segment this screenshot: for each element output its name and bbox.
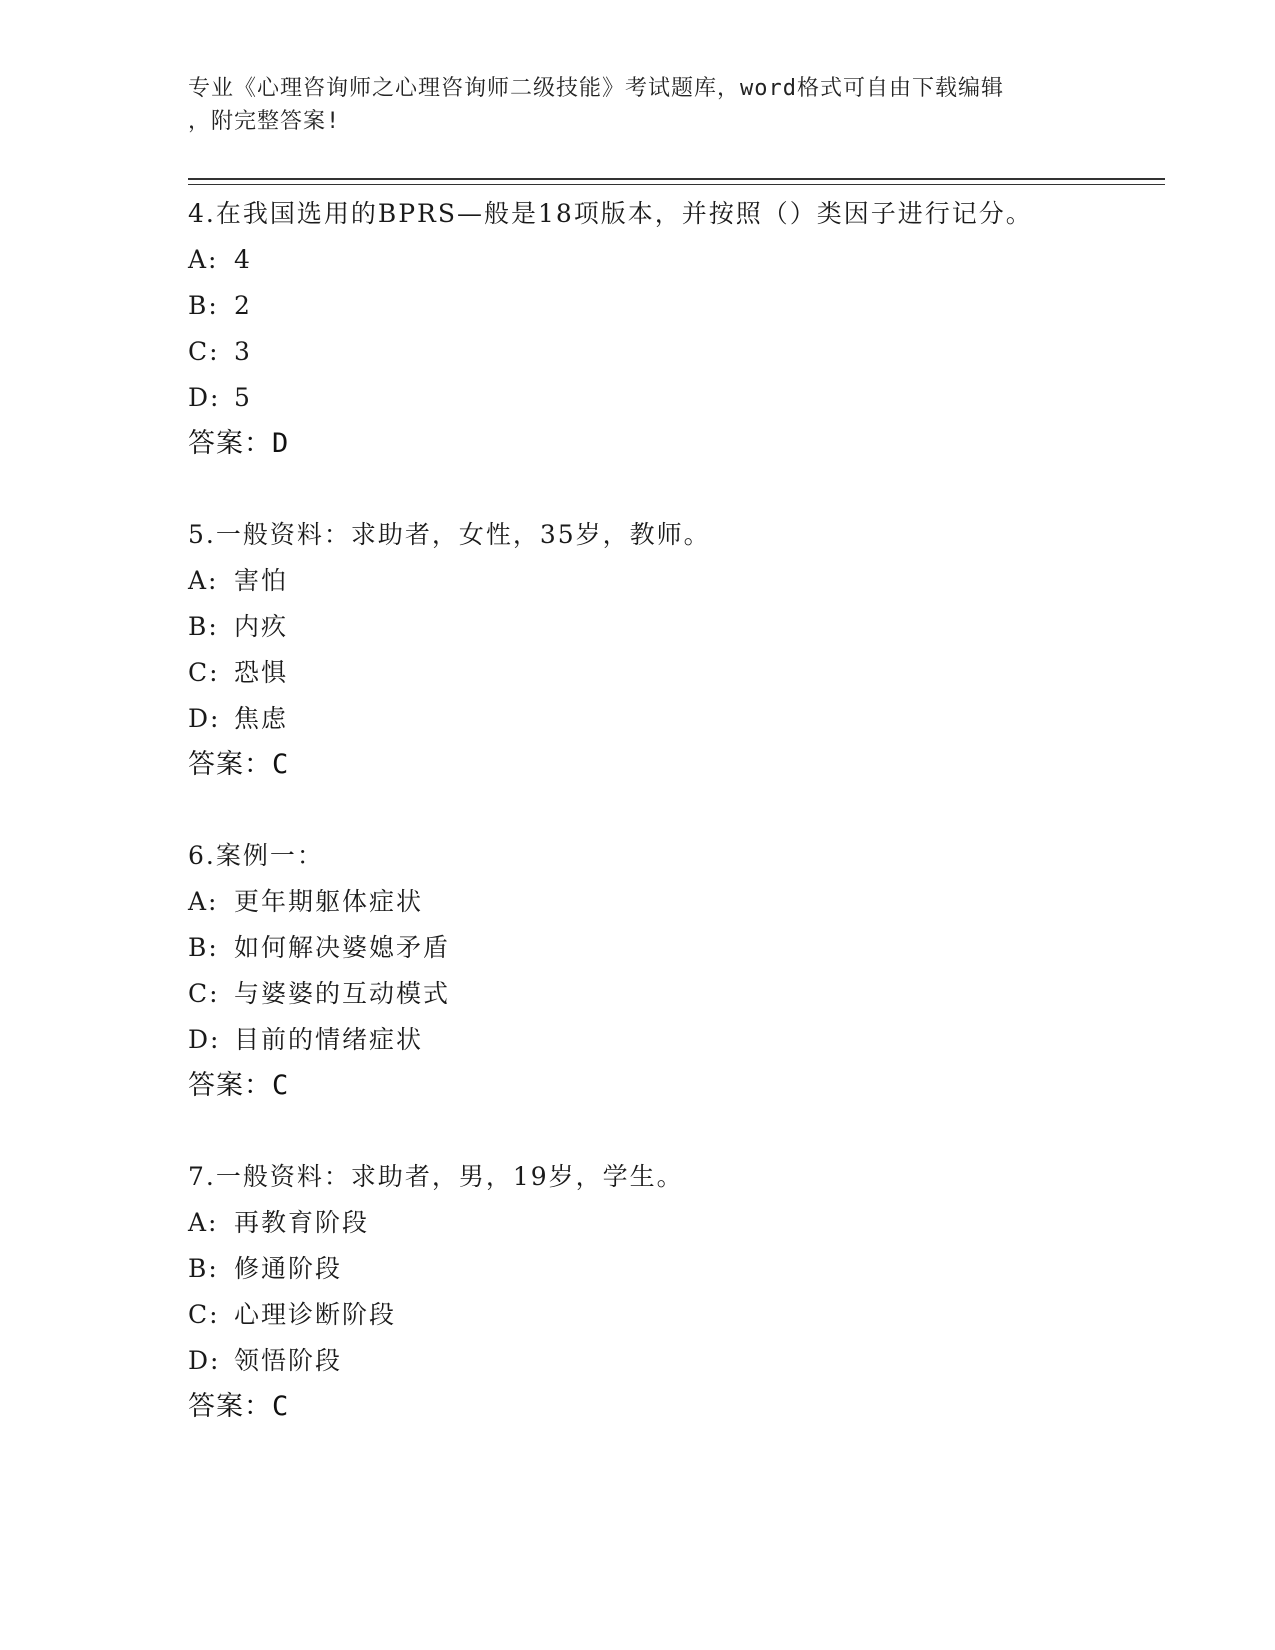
question-4 bbox=[188, 191, 1168, 467]
option-letter: A: bbox=[188, 245, 219, 274]
option-b bbox=[188, 283, 1168, 329]
question-5 bbox=[188, 512, 1168, 788]
option-a bbox=[188, 879, 1168, 925]
option-text: 2 bbox=[234, 291, 252, 320]
option-text: 3 bbox=[234, 337, 252, 366]
answer: 答案：C bbox=[188, 1391, 290, 1422]
question-6 bbox=[188, 833, 1168, 1109]
option-text: 内疚 bbox=[234, 612, 289, 641]
option-d bbox=[188, 1017, 1168, 1063]
option-text: 恐惧 bbox=[234, 658, 289, 687]
option-text: 修通阶段 bbox=[234, 1254, 343, 1283]
header-divider-thick bbox=[188, 178, 1165, 180]
option-a bbox=[188, 1200, 1168, 1246]
option-letter: C: bbox=[188, 658, 220, 687]
option-letter: D: bbox=[188, 383, 221, 412]
option-letter: D: bbox=[188, 704, 221, 733]
option-letter: B: bbox=[188, 1254, 219, 1283]
header-divider-thin bbox=[188, 184, 1165, 185]
question-stem: 5.一般资料：求助者，女性，35岁，教师。 bbox=[188, 520, 711, 549]
option-text: 害怕 bbox=[234, 566, 289, 595]
option-b bbox=[188, 1246, 1168, 1292]
option-text: 焦虑 bbox=[234, 704, 289, 733]
option-c bbox=[188, 1292, 1168, 1338]
question-stem: 7.一般资料：求助者，男，19岁，学生。 bbox=[188, 1162, 684, 1191]
option-letter: D: bbox=[188, 1025, 221, 1054]
option-d bbox=[188, 696, 1168, 742]
option-letter: A: bbox=[188, 887, 219, 916]
question-stem: 6.案例一： bbox=[188, 841, 324, 870]
option-a bbox=[188, 237, 1168, 283]
header-line-2: ，附完整答案! bbox=[188, 109, 341, 134]
answer: 答案：C bbox=[188, 1070, 290, 1101]
option-c bbox=[188, 650, 1168, 696]
question-7 bbox=[188, 1154, 1168, 1430]
option-a bbox=[188, 558, 1168, 604]
option-text: 更年期躯体症状 bbox=[234, 887, 424, 916]
question-stem: 4.在我国选用的BPRS—般是18项版本，并按照（）类因子进行记分。 bbox=[188, 199, 1033, 228]
option-letter: D: bbox=[188, 1346, 221, 1375]
option-b bbox=[188, 604, 1168, 650]
option-text: 5 bbox=[234, 383, 252, 412]
option-letter: C: bbox=[188, 979, 220, 1008]
option-letter: C: bbox=[188, 337, 220, 366]
option-b bbox=[188, 925, 1168, 971]
document-header bbox=[188, 72, 1068, 138]
option-text: 目前的情绪症状 bbox=[234, 1025, 424, 1054]
option-d bbox=[188, 1338, 1168, 1384]
header-line-1: 专业《心理咨询师之心理咨询师二级技能》考试题库，word格式可自由下载编辑 bbox=[188, 76, 1004, 101]
option-letter: C: bbox=[188, 1300, 220, 1329]
option-letter: B: bbox=[188, 612, 219, 641]
option-text: 领悟阶段 bbox=[234, 1346, 343, 1375]
option-text: 与婆婆的互动模式 bbox=[234, 979, 451, 1008]
option-letter: B: bbox=[188, 933, 219, 962]
option-text: 如何解决婆媳矛盾 bbox=[234, 933, 451, 962]
option-c bbox=[188, 971, 1168, 1017]
answer: 答案：C bbox=[188, 749, 290, 780]
option-letter: A: bbox=[188, 1208, 219, 1237]
option-text: 4 bbox=[234, 245, 252, 274]
option-text: 心理诊断阶段 bbox=[234, 1300, 397, 1329]
option-d bbox=[188, 375, 1168, 421]
option-text: 再教育阶段 bbox=[234, 1208, 370, 1237]
option-letter: A: bbox=[188, 566, 219, 595]
option-letter: B: bbox=[188, 291, 219, 320]
answer: 答案：D bbox=[188, 428, 290, 459]
option-c bbox=[188, 329, 1168, 375]
